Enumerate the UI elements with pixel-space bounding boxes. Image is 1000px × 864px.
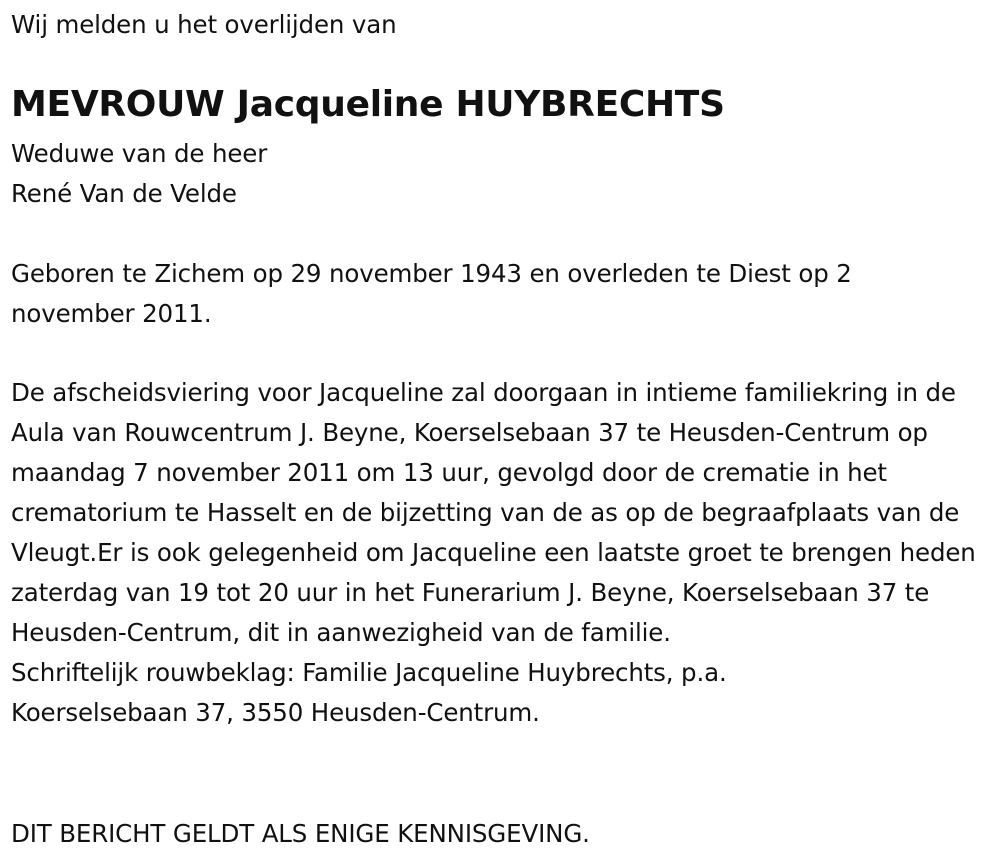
condolences-line-1: Schriftelijk rouwbeklag: Familie Jacqueline Huybrechts, p.a. [11, 658, 727, 687]
birth-death-paragraph: Geboren te Zichem op 29 november 1943 en overleden te Diest op 2 november 2011. [11, 259, 852, 328]
condolences-line-2: Koerselsebaan 37, 3550 Heusden-Centrum. [11, 698, 540, 727]
spouse-block [11, 134, 986, 214]
intro-text: Wij melden u het overlijden van [11, 10, 397, 39]
ceremony-section [11, 373, 986, 733]
deceased-name: MEVROUW Jacqueline HUYBRECHTS [11, 84, 725, 125]
spouse-line-1: Weduwe van de heer [11, 139, 268, 168]
spouse-line-2: René Van de Velde [11, 179, 237, 208]
official-notice: DIT BERICHT GELDT ALS ENIGE KENNISGEVING. [11, 819, 590, 848]
ceremony-paragraph: De afscheidsviering voor Jacqueline zal doorgaan in intieme familiekring in de Aula van Rouwcentrum J. Beyne, Koerselsebaan 37 te Heusden-Centrum op maandag 7 november 2011 om 13 uur, gevolgd door de crematie in het crematorium te Hasselt en de bijzetting van de as op de begraafplaats van de Vleugt.Er is ook gelegenheid om Jacqueline een laatste groet te brengen heden zaterdag van 19 tot 20 uur in het Funerarium J. Beyne, Koerselsebaan 37 te Heusden-Centrum, dit in aanwezigheid van de familie. [11, 378, 976, 647]
